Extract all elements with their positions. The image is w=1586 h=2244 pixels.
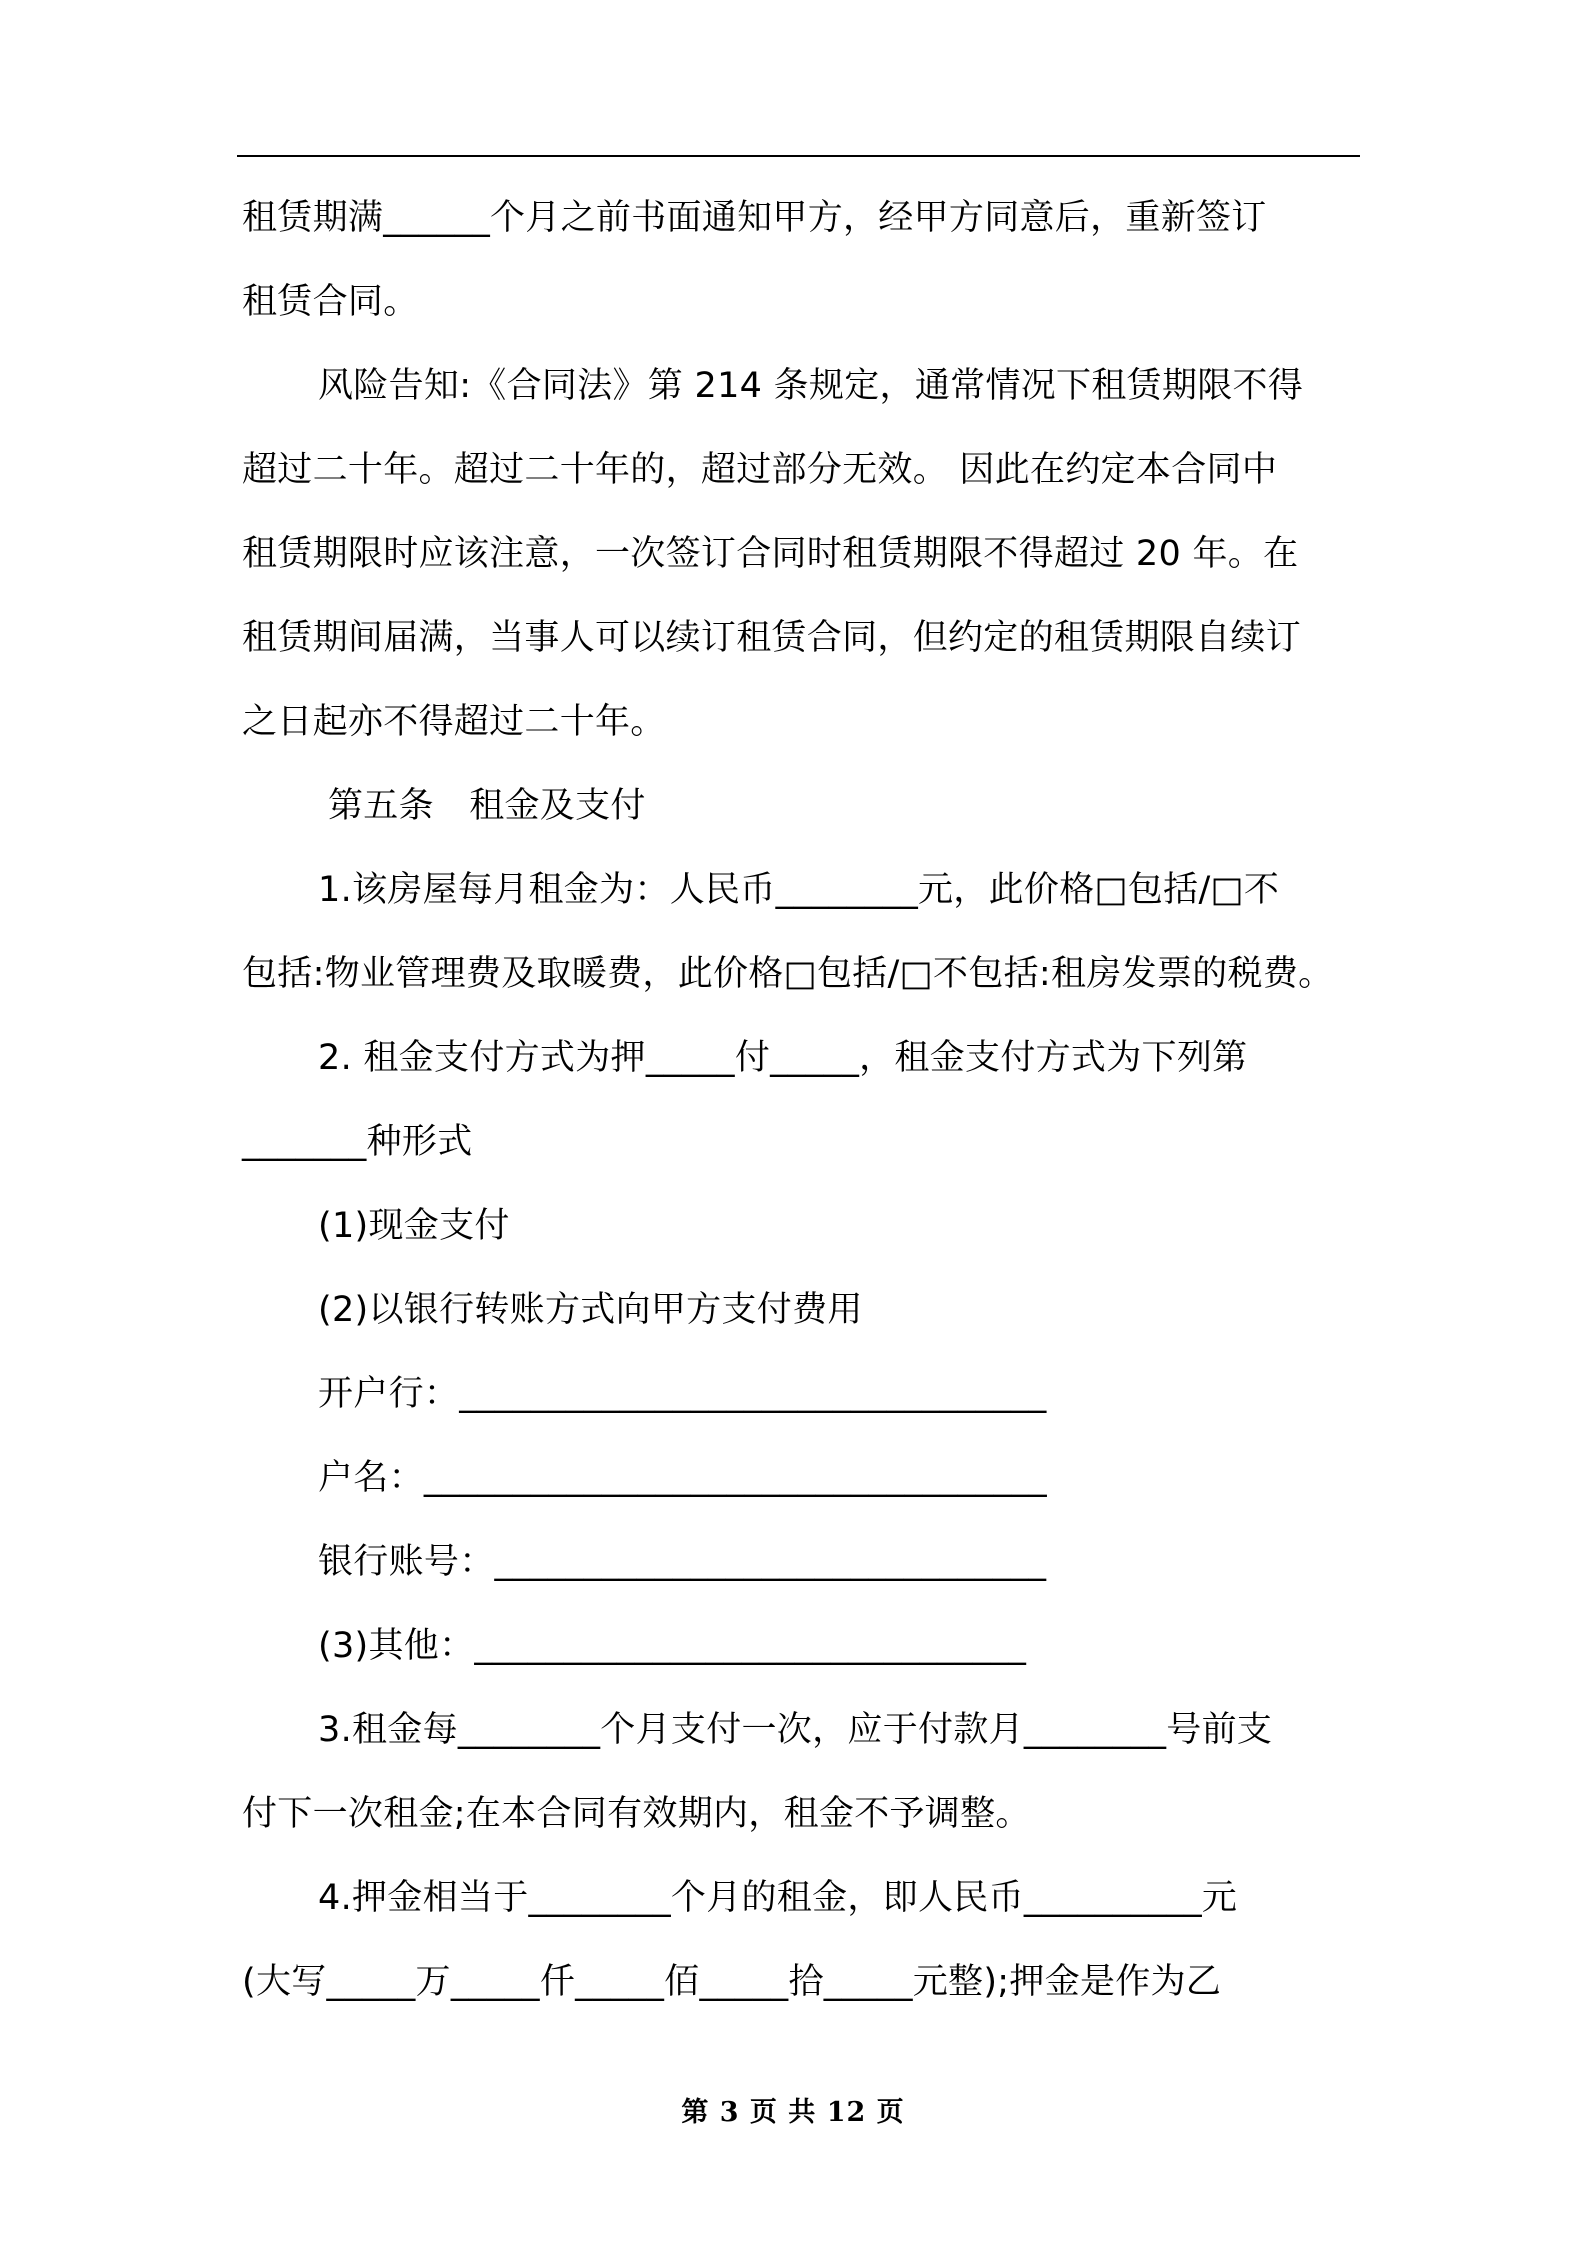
page-number: 第 3 页 共 12 页 <box>681 2097 905 2128</box>
paragraph-line: 2. 租金支付方式为押_____付_____，租金支付方式为下列第 <box>318 1038 1248 1078</box>
paragraph-line: 4.押金相当于________个月的租金，即人民币__________元 <box>318 1878 1238 1918</box>
form-field-line: 户名：___________________________________ <box>318 1458 1047 1498</box>
list-item: (2)以银行转账方式向甲方支付费用 <box>318 1290 863 1330</box>
list-item: (1)现金支付 <box>318 1206 510 1246</box>
paragraph-line: _______种形式 <box>242 1122 473 1162</box>
paragraph-line: 付下一次租金;在本合同有效期内，租金不予调整。 <box>242 1794 1031 1834</box>
form-field-line: 银行账号：_______________________________ <box>318 1542 1047 1582</box>
form-field-line: 开户行：_________________________________ <box>318 1374 1047 1414</box>
paragraph-line: 租赁期间届满，当事人可以续订租赁合同，但约定的租赁期限自续订 <box>242 618 1302 658</box>
paragraph-line: 1.该房屋每月租金为：人民币________元，此价格□包括/□不 <box>318 870 1280 910</box>
paragraph-line: 包括:物业管理费及取暖费，此价格□包括/□不包括:租房发票的税费。 <box>242 954 1334 994</box>
list-item: (3)其他：_______________________________ <box>318 1626 1027 1666</box>
paragraph-line: 超过二十年。超过二十年的，超过部分无效。 因此在约定本合同中 <box>242 450 1278 490</box>
paragraph-line: 风险告知:《合同法》第 214 条规定，通常情况下租赁期限不得 <box>318 366 1304 406</box>
paragraph-line: 之日起亦不得超过二十年。 <box>242 702 666 742</box>
header-rule <box>237 155 1360 157</box>
paragraph-line: (大写_____万_____仟_____佰_____拾_____元整);押金是作为乙 <box>242 1962 1222 2002</box>
paragraph-line: 3.租金每________个月支付一次，应于付款月________号前支 <box>318 1710 1273 1750</box>
section-heading: 第五条 租金及支付 <box>328 786 646 826</box>
paragraph-line: 租赁期满______个月之前书面通知甲方，经甲方同意后，重新签订 <box>242 198 1267 238</box>
paragraph-line: 租赁合同。 <box>242 282 419 322</box>
paragraph-line: 租赁期限时应该注意，一次签订合同时租赁期限不得超过 20 年。在 <box>242 534 1299 574</box>
